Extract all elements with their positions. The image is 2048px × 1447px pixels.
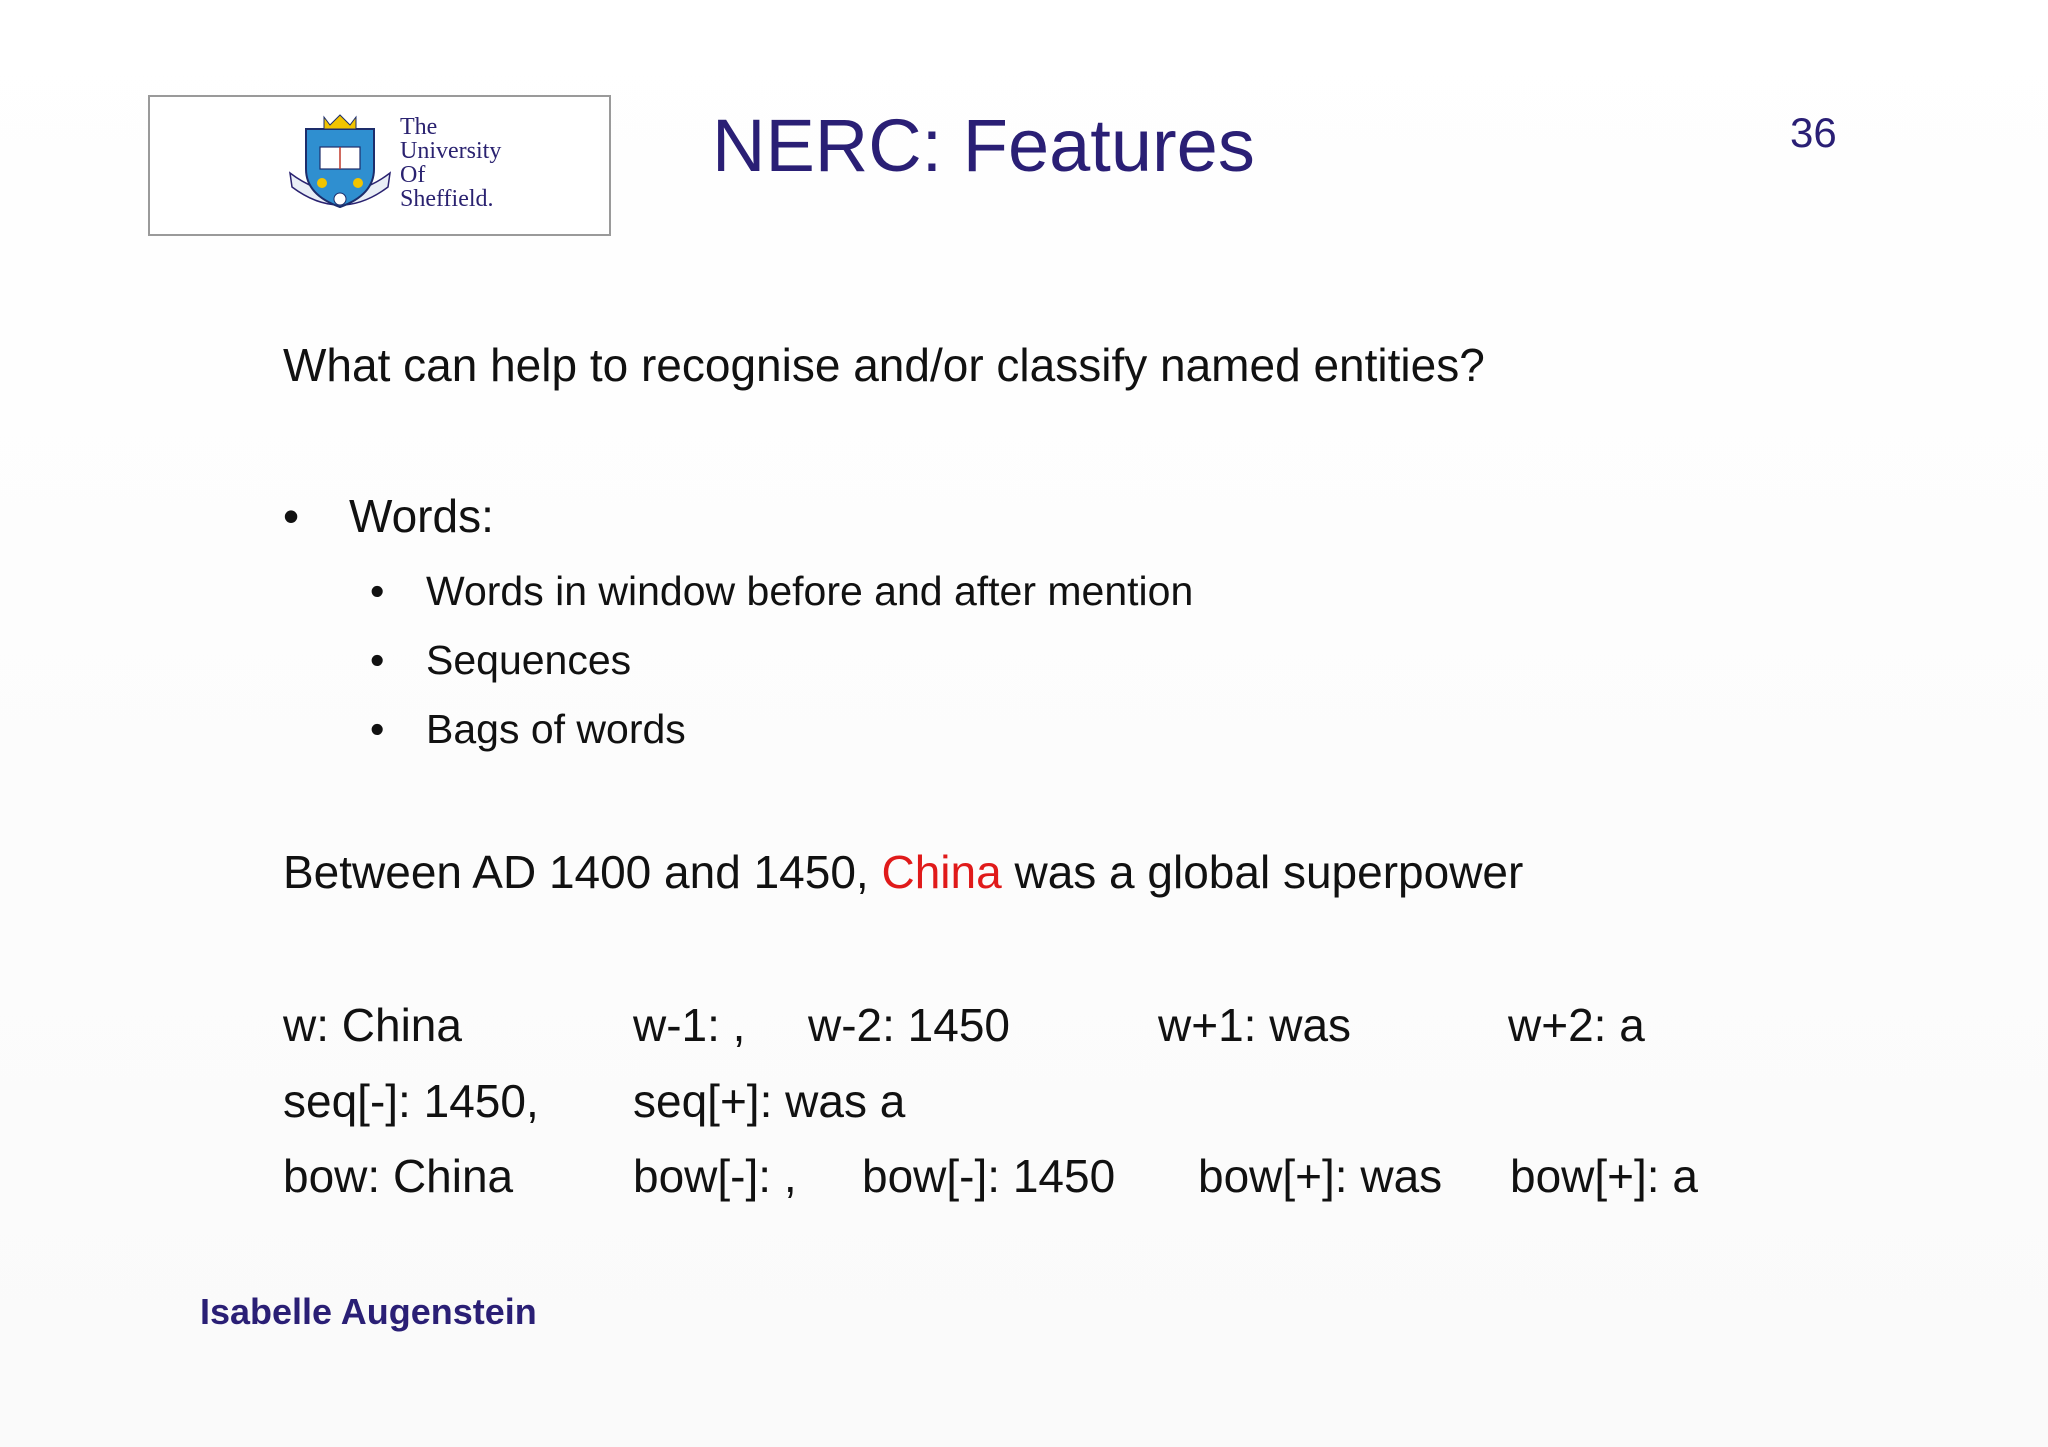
logo-text-line: Of — [400, 162, 426, 188]
feature-cell: bow[+]: was — [1198, 1150, 1443, 1202]
slide-title: NERC: Features — [712, 104, 1255, 187]
feature-cell: bow: China — [283, 1150, 514, 1202]
example-sentence — [283, 844, 1523, 900]
logo-text-line: Sheffield. — [400, 186, 494, 212]
list-item-text: Sequences — [426, 637, 632, 683]
question-text: What can help to recognise and/or classify named entities? — [283, 339, 1485, 391]
sentence-before: Between AD 1400 and 1450, — [283, 846, 882, 898]
entity-mention: China — [881, 846, 1002, 898]
bullet-dot-icon: • — [370, 637, 385, 683]
logo-text-line: University — [400, 138, 502, 164]
feature-row-window — [0, 997, 2048, 1057]
feature-cell: w-2: 1450 — [808, 999, 1011, 1051]
feature-cell: seq[-]: 1450, — [283, 1075, 539, 1127]
bullet-dot-icon: • — [370, 706, 385, 752]
feature-cell: w+1: was — [1158, 999, 1352, 1051]
feature-cell: w-1: , — [633, 999, 746, 1051]
university-logo — [148, 95, 611, 236]
sentence-after: was a global superpower — [1001, 846, 1524, 898]
author-footer: Isabelle Augenstein — [200, 1291, 537, 1332]
feature-cell: bow[-]: , — [633, 1150, 797, 1202]
bullet-dot-icon: • — [283, 490, 300, 542]
feature-cell: bow[+]: a — [1510, 1150, 1698, 1202]
bullet-label: Words: — [349, 490, 494, 542]
university-crest-icon — [284, 111, 396, 223]
feature-cell: bow[-]: 1450 — [862, 1150, 1116, 1202]
bullet-dot-icon: • — [370, 568, 385, 614]
feature-cell: w+2: a — [1508, 999, 1645, 1051]
list-item-text: Bags of words — [426, 706, 686, 752]
feature-row-sequences — [0, 1073, 2048, 1133]
feature-row-bow — [0, 1148, 2048, 1208]
feature-cell: w: China — [283, 999, 462, 1051]
page-number: 36 — [1790, 109, 1837, 156]
logo-text-line: The — [400, 114, 438, 140]
feature-cell: seq[+]: was a — [633, 1075, 906, 1127]
list-item-text: Words in window before and after mention — [426, 568, 1194, 614]
logo-text — [400, 115, 501, 211]
